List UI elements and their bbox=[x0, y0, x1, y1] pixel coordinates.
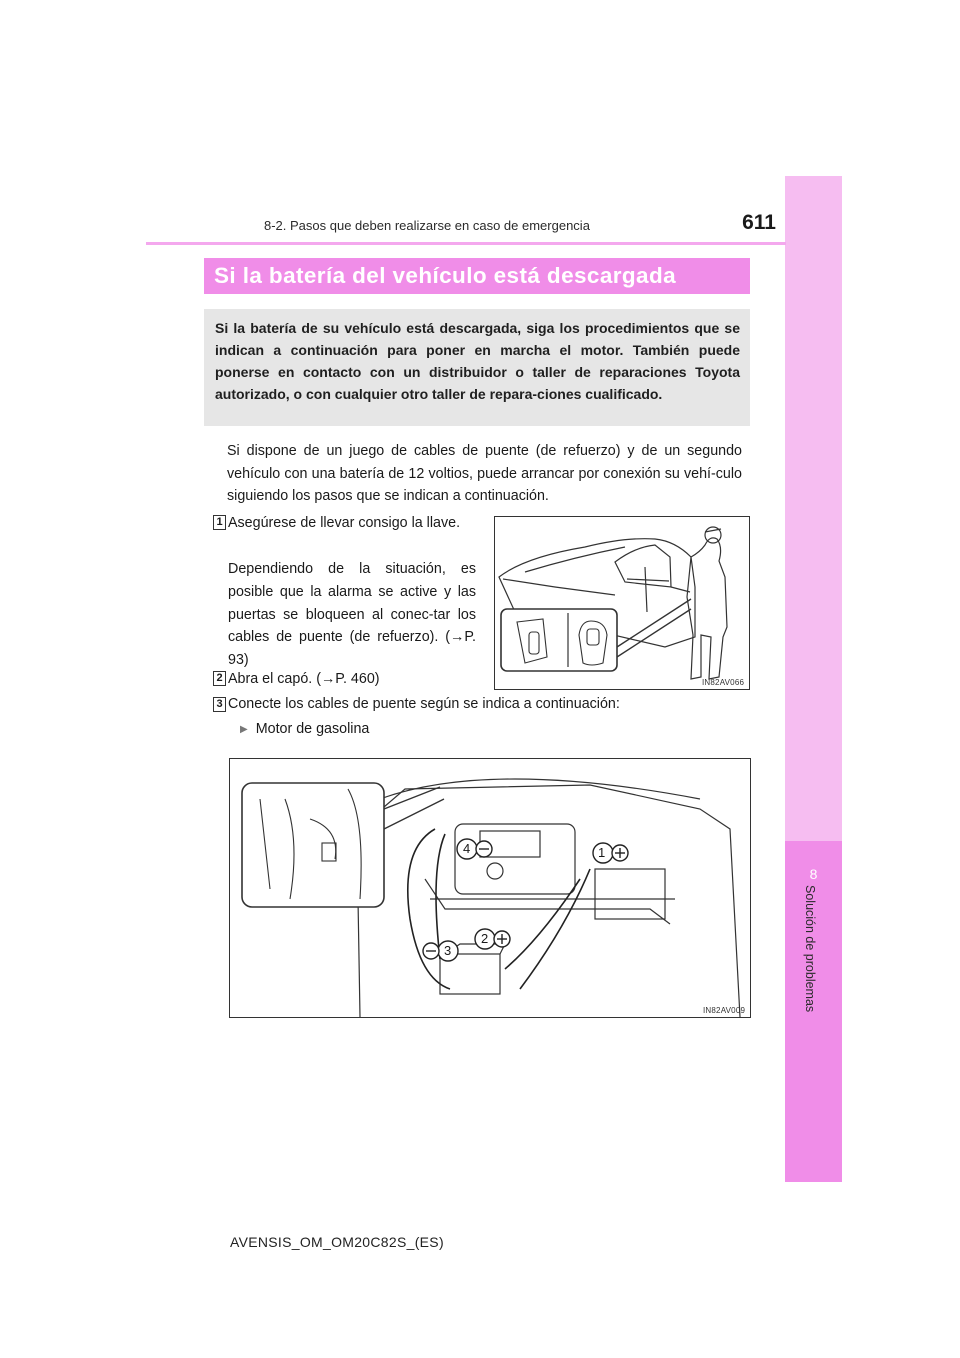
chapter-label bbox=[800, 885, 822, 1013]
page-title: Si la batería del vehículo está descargada bbox=[214, 263, 676, 288]
header-rule bbox=[146, 242, 786, 245]
bullet-item bbox=[240, 721, 369, 737]
callout-3: 3 bbox=[444, 943, 452, 958]
callout-2: 2 bbox=[481, 931, 489, 946]
step-2-text: Abra el capó. (→P. 460) bbox=[228, 671, 380, 687]
callout-4: 4 bbox=[463, 841, 471, 856]
car-person-drawing bbox=[495, 517, 749, 689]
figure-key-illustration bbox=[494, 516, 750, 690]
engine-bay-drawing bbox=[230, 759, 750, 1017]
step-1-note: Dependiendo de la situación, es posible que la alarma se active y las puertas se bloqueen al conec-tar los cables de puente (de refuerzo). (→P. 93) bbox=[228, 561, 476, 669]
body-paragraph: Si dispone de un juego de cables de puente (de refuerzo) y de un segundo vehículo con una batería de 12 voltios, puede arrancar por conexión su vehí-culo siguiendo los pasos que se indican a continuación. bbox=[227, 443, 742, 504]
chapter-number: 8 bbox=[809, 866, 818, 882]
figure-1-code: IN82AV066 bbox=[702, 678, 745, 687]
step-3-text: Conecte los cables de puente según se indica a continuación: bbox=[228, 696, 620, 712]
bullet-text: Motor de gasolina bbox=[255, 721, 370, 737]
page-number: 611 bbox=[742, 211, 776, 234]
triangle-bullet-icon: ▶ bbox=[240, 724, 248, 735]
document-footer: AVENSIS_OM_OM20C82S_(ES) bbox=[230, 1234, 444, 1250]
figure-engine-bay-diagram bbox=[229, 758, 751, 1018]
chapter-label-text: Solución de problemas bbox=[803, 885, 817, 1013]
step-number-2: 2 bbox=[213, 671, 226, 686]
section-title: 8-2. Pasos que deben realizarse en caso de emergencia bbox=[264, 218, 590, 233]
intro-text: Si la batería de su vehículo está descargada, siga los procedimientos que se indican a continuación para poner en marcha el motor. También puede ponerse en contacto con un distribuidor o taller de reparaciones Toyota autorizado, o con cualquier otro taller de repara-ciones cualificado. bbox=[215, 320, 740, 402]
step-number-1: 1 bbox=[213, 515, 226, 530]
figure-2-code: IN82AV009 bbox=[703, 1006, 746, 1015]
step-1-text: Asegúrese de llevar consigo la llave. bbox=[228, 515, 461, 531]
callout-1: 1 bbox=[598, 845, 606, 860]
step-number-3: 3 bbox=[213, 697, 226, 712]
